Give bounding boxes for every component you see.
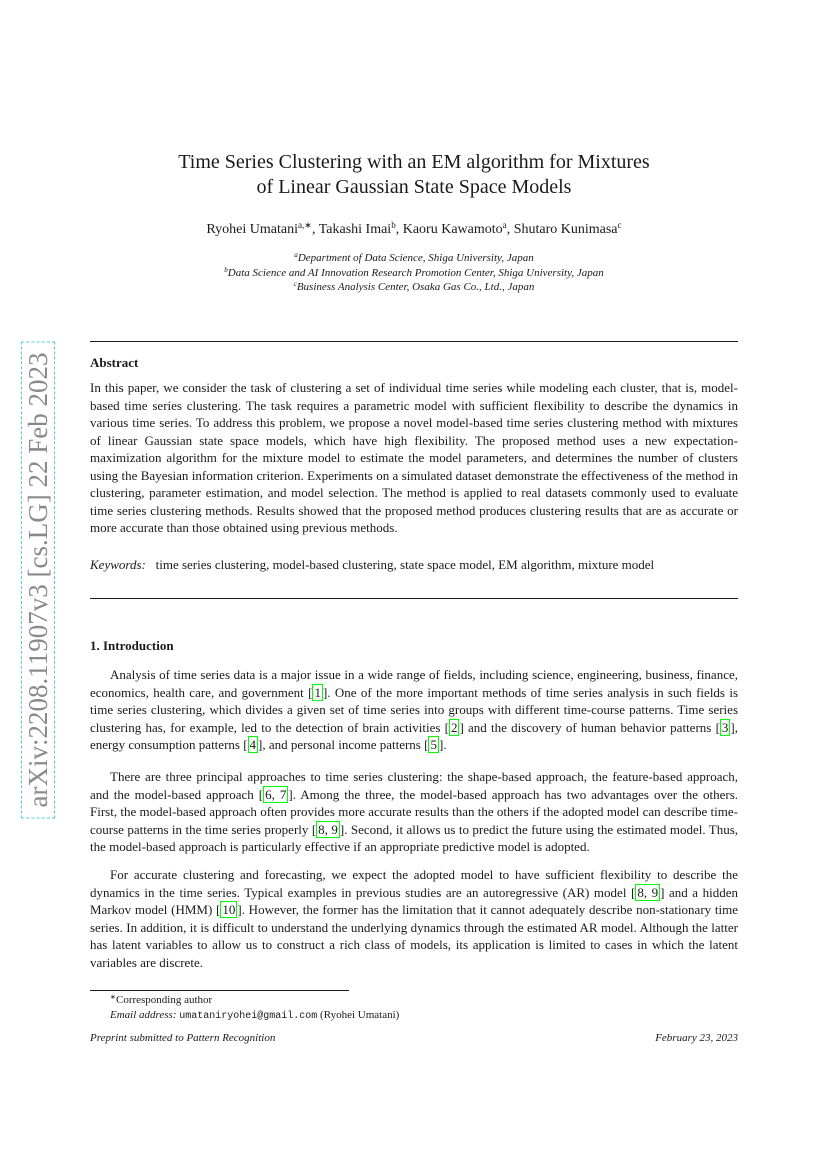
author: Takashi Imai$^b$, bbox=[318, 220, 403, 237]
paper-title bbox=[90, 150, 738, 200]
paragraph-text: . One of the more important methods of time series analysis in such fields is time series clustering, which divides a given set of time series into groups with different time-course patterns. Time series clustering has, for example, led to the detection of brain activities bbox=[90, 684, 739, 735]
paragraph-text: For accurate clustering and forecasting, we expect the adopted model to have sufficient flexibility to describe the dynamics in the time series. Typical examples in previous studies are an autoregressive (AR) model bbox=[90, 867, 738, 900]
author-list bbox=[90, 222, 738, 238]
footer-journal: Preprint submitted to Pattern Recognition bbox=[90, 1032, 276, 1044]
paragraph-text: and a hidden Markov model (HMM) bbox=[90, 884, 738, 917]
affiliation: $^a$Department of Data Science, Shiga University, Japan bbox=[294, 251, 534, 264]
affiliation: $^b$Data Science and AI Innovation Research Promotion Center, Shiga University, Japan bbox=[224, 265, 604, 279]
citation-link[interactable]: 6, 7 bbox=[265, 786, 287, 802]
paragraph-text: . However, the former has the limitation that it cannot adequately describe non-stationary time series. In addition, it is difficult to understand the underlying dynamics through the estimated AR model. Although the latter has latent variables to allow us to construct a rich class of models, its application is limited to cases in which the latent variables are discrete. bbox=[90, 902, 738, 970]
citation-link[interactable]: 5 bbox=[430, 737, 437, 752]
paragraph-text: There are three principal approaches to time series clustering: the shape-based approach, the feature-based approach, and the model-based approach bbox=[90, 769, 738, 802]
abstract-top-rule bbox=[90, 341, 738, 342]
title-line-2: of Linear Gaussian State Space Models bbox=[256, 176, 572, 198]
citation-link[interactable]: 1 bbox=[314, 684, 321, 700]
citation-link[interactable]: 4 bbox=[249, 737, 257, 752]
abstract-heading: Abstract bbox=[90, 355, 139, 370]
keywords bbox=[90, 556, 738, 574]
arxiv-stamp bbox=[16, 330, 60, 830]
author: Kaoru Kawamoto$^a$, bbox=[402, 220, 514, 237]
intro-paragraph-3: For accurate clustering and forecasting, we expect the adopted model to have sufficient flexibility to describe the dynamics in the time series. Typical examples in previous studies are an autoregressive (AR) model [ 8, 9 ] and a hidden Markov model (HMM) [ 10 ]. However, the former has the limitation that it cannot adequately describe non-stationary time series. In addition, it is difficult to understand the underlying dynamics through the estimated AR model. Although the latter has latent variables to allow us to construct a rich class of models, its application is limited to cases in which the latent variables are discrete. bbox=[90, 867, 738, 970]
title-line-1: Time Series Clustering with an EM algorithm for Mixtures bbox=[178, 151, 650, 173]
citation-link[interactable]: 3 bbox=[721, 719, 729, 735]
paragraph-text: Analysis of time series data is a major issue in a wide range of fields, including science, engineering, business, finance, economics, health care, and government bbox=[90, 667, 738, 700]
citation-link[interactable]: 8, 9 bbox=[318, 821, 338, 837]
citation-link[interactable]: 8, 9 bbox=[637, 884, 659, 900]
intro-paragraph-1: Analysis of time series data is a major issue in a wide range of fields, including science, engineering, business, finance, economics, health care, and government [ 1 ]. One of the more important methods of time series analysis in such fields is time series clustering, which divides a given set of time series into groups with different time-course patterns. Time series clustering has, for example, led to the detection of brain activities [ 2 ] and the discovery of human behavior patterns [ 3 ], energy consumption patterns [ 4 ], and personal income patterns [ 5 ]. bbox=[90, 667, 739, 752]
abstract-text: In this paper, we consider the task of clustering a set of individual time series while modeling each cluster, that is, model-based time series clustering. The task requires a parametric model with sufficient flexibility to describe the dynamics in various time series. To address this problem, we propose a novel model-based time series clustering method with mixtures of linear Gaussian state space models, which have high flexibility. The proposed method uses a new expectation-maximization algorithm for the mixture model to estimate the model parameters, and determines the number of clusters using the Bayesian information criterion. Experiments on a simulated dataset demonstrate the effectiveness of the method in clustering, parameter estimation, and model selection. The method is applied to real datasets commonly used to evaluate time series clustering methods. Results showed that the proposed method produces clustering results that are as accurate or more accurate than those obtained using previous methods. bbox=[90, 380, 738, 535]
citation-link[interactable]: 2 bbox=[450, 719, 458, 735]
arxiv-identifier[interactable]: arXiv:2208.11907v3 [cs.LG] 22 Feb 2023 bbox=[21, 342, 55, 819]
author: Ryohei Umatani$^{a,∗}$, bbox=[206, 220, 319, 237]
paragraph-text: . Second, it allows us to predict the future using the estimated model. Thus, the model-based approach is particularly effective if an appropriate predictive model is adopted. bbox=[90, 821, 739, 854]
footnote-email: Email address: umataniryohei@gmail.com (Ryohei Umatani) bbox=[110, 1009, 400, 1022]
footer-date: February 23, 2023 bbox=[655, 1032, 738, 1044]
footnote bbox=[90, 993, 399, 1024]
section-heading-introduction: 1. Introduction bbox=[90, 638, 174, 653]
paragraph-text: . Among the three, the model-based approach has two advantages over the others. First, the model-based approach often provides more accurate results than the others if the adopted model can describe time-course patterns in the time series properly bbox=[90, 786, 739, 837]
paragraph-text: and the discovery of human behavior patterns bbox=[463, 719, 716, 735]
paragraph-text: , and personal income patterns bbox=[262, 737, 425, 752]
footnote-corresponding: ∗Corresponding author bbox=[110, 993, 213, 1006]
footnote-rule bbox=[90, 990, 349, 991]
paragraph-text: , energy consumption patterns bbox=[90, 719, 738, 752]
affiliation-list bbox=[90, 251, 738, 295]
author: Shutaro Kunimasa$^c$ bbox=[513, 220, 622, 237]
intro-paragraph-2: There are three principal approaches to time series clustering: the shape-based approach, the feature-based approach, and the model-based approach [ 6, 7 ]. Among the three, the model-based approach has two advantages over the others. First, the model-based approach often provides more accurate results than the others if the adopted model can describe time-course patterns in the time series properly [ 8, 9 ]. Second, it allows us to predict the future using the estimated model. Thus, the model-based approach is particularly effective if an appropriate predictive model is adopted. bbox=[90, 769, 739, 854]
email-link[interactable]: umataniryohei@gmail.com bbox=[179, 1011, 318, 1022]
keywords-text: time series clustering, model-based clustering, state space model, EM algorithm, mixture model bbox=[155, 557, 655, 572]
abstract-bottom-rule bbox=[90, 598, 738, 599]
citation-link[interactable]: 10 bbox=[222, 902, 236, 917]
keywords-label: Keywords: bbox=[90, 557, 146, 572]
affiliation: $^c$Business Analysis Center, Osaka Gas Co., Ltd., Japan bbox=[293, 280, 535, 293]
paragraph-text: . bbox=[443, 737, 447, 752]
